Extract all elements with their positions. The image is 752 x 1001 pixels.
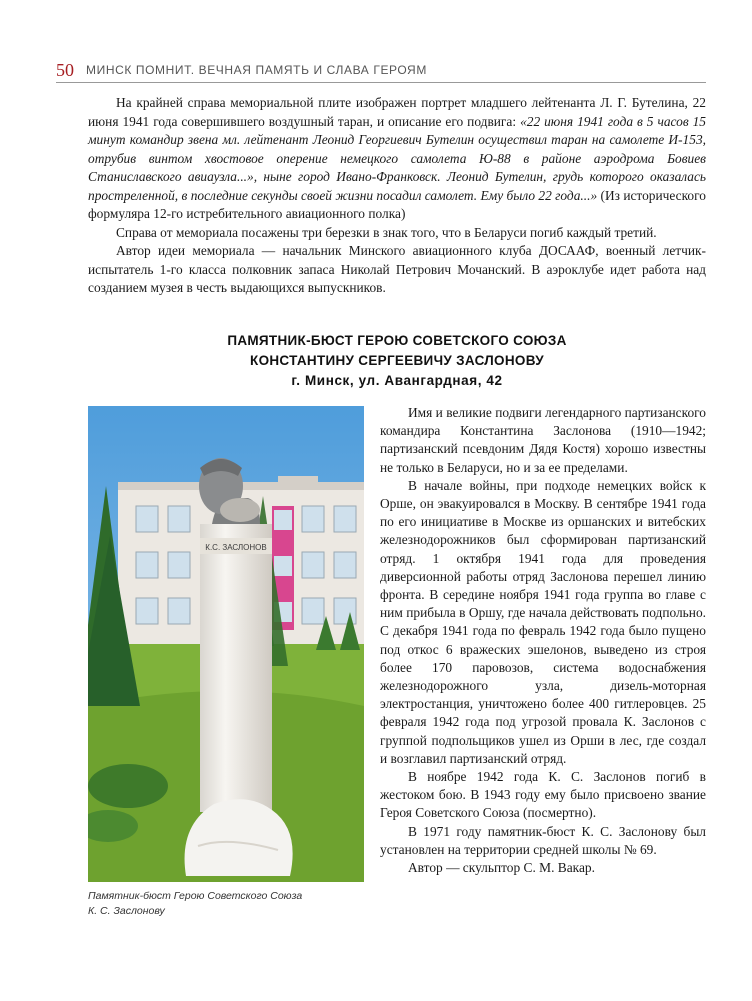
caption-line-1: Памятник-бюст Герою Советского Союза (88, 890, 303, 902)
intro-paragraph-1 (88, 94, 706, 224)
section-title-line-2: КОНСТАНТИНУ СЕРГЕЕВИЧУ ЗАСЛОНОВУ (250, 353, 544, 368)
running-title: МИНСК ПОМНИТ. ВЕЧНАЯ ПАМЯТЬ И СЛАВА ГЕРОЯМ (86, 63, 427, 77)
section-heading (88, 331, 706, 391)
intro-p1-plain: На крайней справа мемориальной плите изображен портрет младшего лейтенанта Л. Г. Бутелина, 22 июня 1941 года совершившего воздушный таран, и описание его подвига: (88, 95, 706, 129)
section-address: г. Минск, ул. Авангардная, 42 (291, 373, 503, 388)
body-paragraph-5: Автор — скульптор С. М. Вакар. (408, 860, 595, 876)
body-paragraph-3: В ноябре 1942 года К. С. Заслонов погиб в жестоком бою. В 1943 году ему было присвоено звание Героя Советского Союза (посмертно). (380, 769, 706, 821)
intro-text (88, 94, 706, 298)
body-paragraph-1: Имя и великие подвиги легендарного партизанского командира Константина Заслонова (1910—1942; партизанский псевдоним Дядя Костя) хорошо известны не только в Беларуси, но и за ее пределами. (380, 405, 706, 475)
body-paragraph-2: В начале войны, при подходе немецких войск к Орше, он эвакуировался в Москву. В сентябре 1941 года по его инициативе в Москве из оршанских и витебских железнодорожников был сформирован партизанский отряд. 1 октября 1941 года для проведения диверсионной работы отряд Заслонова перешел линию фронта. В середине ноября 1941 года группа во главе с ним прибыла в Оршу, где начала действовать подпольно. С декабря 1941 года по февраль 1942 года было пущено под откос 6 вражеских эшелонов, выведено из строя более 170 паровозов, система водоснабжения железнодорожного узла, дизель-моторная электростанция, уничтожено более 400 гитлеровцев. 25 февраля 1942 года под угрозой провала К. Заслонов с группой подпольщиков ушел из Орши в лес, где создал и возглавил партизанский отряд. (380, 477, 706, 766)
caption-line-2: К. С. Заслонову (88, 905, 165, 917)
body-paragraph-4: В 1971 году памятник-бюст К. С. Заслонову был установлен на территории средней школы № 69. (380, 823, 706, 857)
page-header (56, 60, 706, 80)
photo-caption (88, 889, 364, 919)
page-number: 50 (56, 60, 74, 80)
intro-paragraph-3: Автор идеи мемориала — начальник Минского авиационного клуба ДОСААФ, военный летчик-испытатель 1-го класса полковник запаса Николай Петрович Мочанский. В аэроклубе идет работа над созданием музея в честь выдающихся выпускников. (88, 243, 706, 295)
intro-p1-quote: «22 июня 1941 года в 5 часов 15 минут командир звена мл. лейтенант Леонид Георгиевич Бутелин осуществил таран на самолете И-153, отрубив винтом хвостовое оперение немецкого самолета Ю-88 в районе аэродрома Бовиев Станиславского авиаузла...», ныне город Ивано-Франковск. Леонид Бутелин, грудь которого оказалась простреленной, в последние секунды своей жизни посадил самолет. Ему было 22 года...» (88, 113, 706, 203)
intro-paragraph-2: Справа от мемориала посажены три березки в знак того, что в Беларуси погиб каждый третий. (116, 224, 657, 240)
header-rule (56, 82, 706, 83)
pedestal-inscription: К.С. ЗАСЛОНОВ (205, 543, 267, 552)
section-title-line-1: ПАМЯТНИК-БЮСТ ГЕРОЮ СОВЕТСКОГО СОЮЗА (227, 333, 567, 348)
body-column (380, 404, 706, 877)
intro-p1-tail: (Из исторического формуляра 12-го истребительного авиационного полка) (88, 187, 706, 221)
monument-photo (88, 406, 364, 882)
